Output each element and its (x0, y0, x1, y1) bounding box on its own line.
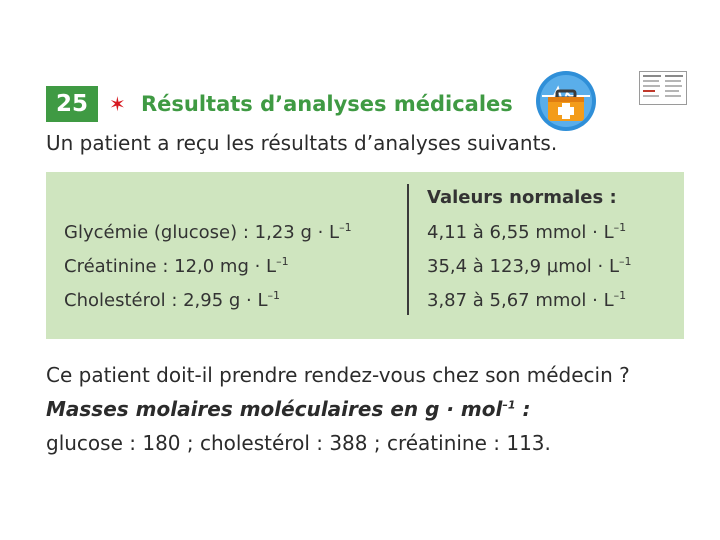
molar-mass-heading (46, 395, 530, 423)
molar-mass-heading-text: Masses molaires moléculaires en g · mol (46, 397, 503, 421)
page-thumbnail-icon (639, 71, 687, 105)
difficulty-star-icon: ✶ (109, 92, 126, 116)
normal-values-heading: Valeurs normales : (427, 187, 617, 208)
normal-glucose-text: 4,11 à 6,55 mmol · L (427, 222, 614, 243)
results-panel (46, 172, 684, 339)
result-creatinine-exponent: –1 (276, 255, 289, 268)
result-cholesterol (64, 287, 280, 315)
exercise-question: Ce patient doit-il prendre rendez-vous chez son médecin ? (46, 363, 630, 387)
normal-glucose-exponent: –1 (613, 221, 627, 234)
result-creatinine-text: Créatinine : 12,0 mg · L (64, 256, 277, 277)
result-glucose-text: Glycémie (glucose) : 1,23 g · L (64, 222, 340, 243)
normal-cholesterol-exponent: –1 (613, 289, 627, 302)
normal-creatinine-text: 35,4 à 123,9 µmol · L (427, 256, 619, 277)
result-cholesterol-exponent: –1 (267, 289, 281, 302)
normal-creatinine-exponent: –1 (619, 255, 632, 268)
exercise-title: Résultats d’analyses médicales (141, 92, 513, 116)
molar-mass-heading-colon: : (515, 397, 531, 421)
normal-cholesterol (427, 287, 626, 315)
medical-kit-icon (534, 69, 598, 133)
normal-cholesterol-text: 3,87 à 5,67 mmol · L (427, 290, 614, 311)
exercise-number: 25 (46, 86, 98, 122)
result-creatinine (64, 253, 289, 281)
normal-creatinine (427, 253, 632, 281)
column-divider (407, 184, 409, 315)
result-glucose (64, 219, 352, 247)
normal-glucose (427, 219, 626, 247)
molar-mass-values: glucose : 180 ; cholestérol : 388 ; créatinine : 113. (46, 431, 551, 455)
exercise-intro: Un patient a reçu les résultats d’analyses suivants. (46, 131, 558, 155)
result-cholesterol-text: Cholestérol : 2,95 g · L (64, 290, 268, 311)
result-glucose-exponent: –1 (339, 221, 352, 234)
molar-mass-heading-exponent: –1 (502, 398, 516, 412)
